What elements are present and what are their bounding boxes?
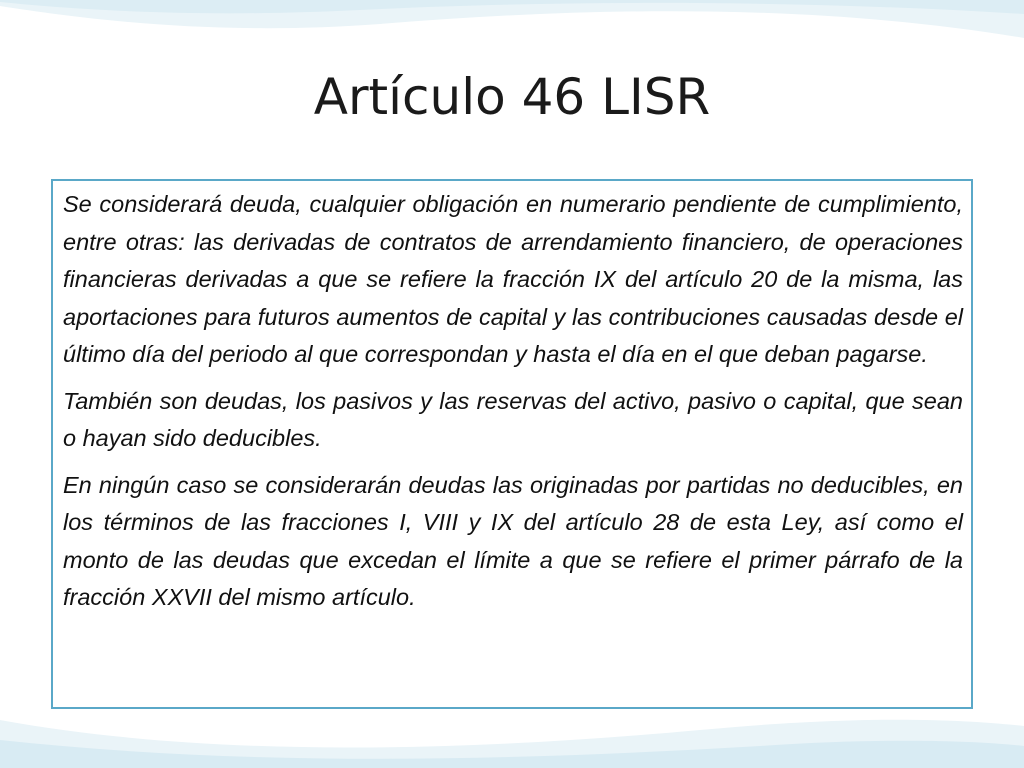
paragraph-3: En ningún caso se considerarán deudas las originadas por partidas no deducibles, en los términos de las fracciones I, VIII y IX del artículo 28 de esta Ley, así como el monto de las deudas que excedan el límite a que se refiere el primer párrafo de la fracción XXVII del mismo artículo. — [63, 471, 963, 610]
paragraph-1: Se considerará deuda, cualquier obligación en numerario pendiente de cumplimiento, entre otras: las derivadas de contratos de arrendamiento financiero, de operaciones financieras derivadas a que se refiere la fracción IX del artículo 20 de la misma, las aportaciones para futuros aumentos de capital y las contribuciones causadas desde el último día del periodo al que correspondan y hasta el día en el que deban pagarse. — [63, 191, 963, 367]
top-wave-decoration — [0, 0, 1024, 70]
paragraph-2: También son deudas, los pasivos y las reservas del activo, pasivo o capital, que sean o hayan sido deducibles. — [63, 387, 963, 451]
slide-title: Artículo 46 LISR — [313, 68, 711, 126]
content-box — [51, 179, 973, 709]
